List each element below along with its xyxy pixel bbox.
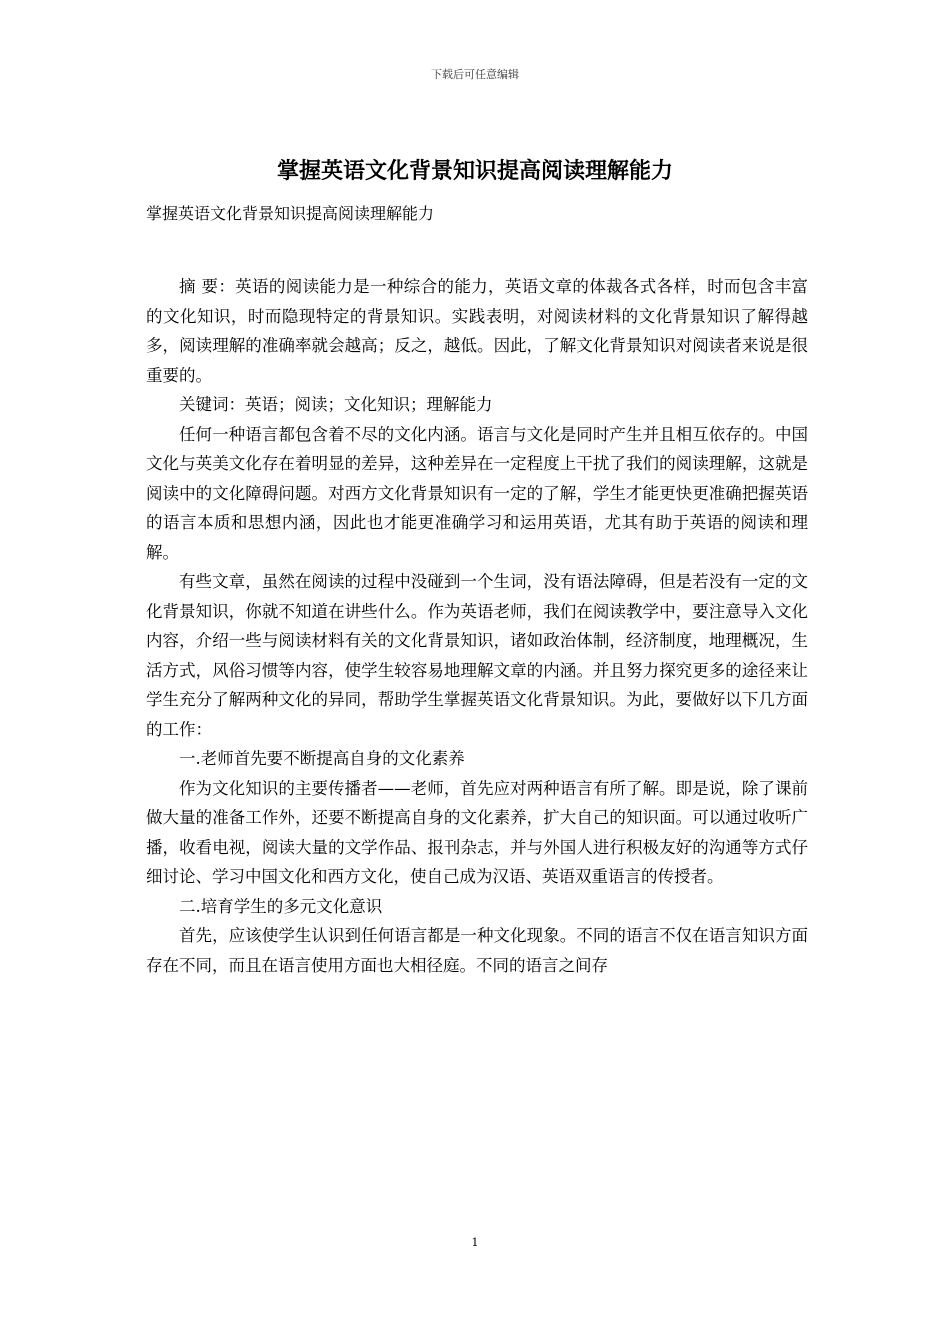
body-paragraph: 有些文章，虽然在阅读的过程中没碰到一个生词，没有语法障碍，但是若没有一定的文化背景知识，你就不知道在讲些什么。作为英语老师，我们在阅读教学中，要注意导入文化内容，介绍一些与阅读材料有关的文化背景知识，诸如政治体制，经济制度，地理概况，生活方式，风俗习惯等内容，使学生较容易地理解文章的内涵。并且努力探究更多的途径来让学生充分了解两种文化的异同，帮助学生掌握英语文化背景知识。为此，要做好以下几方面的工作： bbox=[146, 572, 808, 739]
document-title: 掌握英语文化背景知识提高阅读理解能力 bbox=[276, 158, 673, 184]
document-subtitle: 掌握英语文化背景知识提高阅读理解能力 bbox=[146, 204, 435, 223]
body-paragraph: 作为文化知识的主要传播者——老师，首先应对两种语言有所了解。即是说，除了课前做大量的准备工作外，还要不断提高自身的文化素养，扩大自己的知识面。可以通过收听广播，收看电视，阅读大量的文学作品、报刊杂志，并与外国人进行积极友好的沟通等方式仔细讨论、学习中国文化和西方文化，使自己成为汉语、英语双重语言的传授者。 bbox=[146, 778, 808, 886]
section-heading: 一.老师首先要不断提高自身的文化素养 bbox=[179, 749, 465, 768]
body-paragraph: 首先，应该使学生认识到任何语言都是一种文化现象。不同的语言不仅在语言知识方面存在不同，而且在语言使用方面也大相径庭。不同的语言之间存 bbox=[146, 926, 808, 975]
page-number: 1 bbox=[471, 1236, 479, 1249]
keywords-paragraph: 关键词：英语；阅读；文化知识；理解能力 bbox=[179, 395, 493, 414]
document-body bbox=[146, 272, 808, 980]
page-header-note: 下载后可任意编辑 bbox=[431, 68, 519, 81]
section-heading: 二.培育学生的多元文化意识 bbox=[179, 896, 383, 916]
abstract-paragraph: 摘 要：英语的阅读能力是一种综合的能力，英语文章的体裁各式各样，时而包含丰富的文化知识，时而隐现特定的背景知识。实践表明，对阅读材料的文化背景知识了解得越多，阅读理解的准确率就会越高；反之，越低。因此，了解文化背景知识对阅读者来说是很重要的。 bbox=[146, 277, 808, 385]
body-paragraph: 任何一种语言都包含着不尽的文化内涵。语言与文化是同时产生并且相互依存的。中国文化与英美文化存在着明显的差异，这种差异在一定程度上干扰了我们的阅读理解，这就是阅读中的文化障碍问题。对西方文化背景知识有一定的了解，学生才能更快更准确把握英语的语言本质和思想内涵，因此也才能更准确学习和运用英语，尤其有助于英语的阅读和理解。 bbox=[146, 424, 808, 562]
